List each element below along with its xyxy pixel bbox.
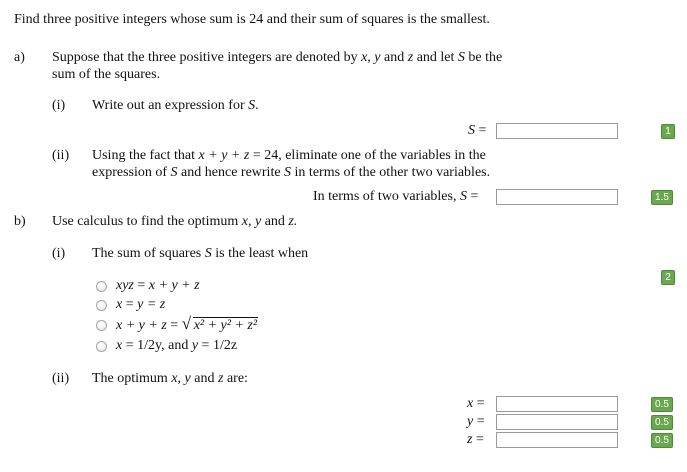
part-a-ii-label: (ii): [52, 148, 70, 163]
x-answer-label: x =: [467, 396, 485, 411]
y-answer-label: y =: [467, 414, 485, 429]
points-badge: 2: [661, 270, 675, 285]
part-a-text-line2: sum of the squares.: [52, 67, 161, 82]
part-b-ii-label: (ii): [52, 371, 70, 386]
option-label-4: x = 1/2y, and y = 1/2z: [116, 338, 238, 353]
s-two-variables-input[interactable]: [496, 189, 618, 205]
part-b-i-question: The sum of squares S is the least when: [92, 246, 309, 261]
part-a-i-answer-label: S =: [468, 123, 487, 138]
square-root: √ x² + y² + z²: [181, 314, 258, 333]
points-badge: 0.5: [651, 433, 673, 448]
part-a-ii-question-line2: expression of S and hence rewrite S in terms of the other two variables.: [92, 165, 491, 180]
part-b-i-label: (i): [52, 246, 66, 261]
part-b-text: Use calculus to find the optimum x, y and z.: [52, 214, 298, 229]
option-radio-1[interactable]: [96, 281, 107, 292]
x-answer-input[interactable]: [496, 396, 618, 412]
part-b-ii-question: The optimum x, y and z are:: [92, 371, 248, 386]
option-radio-2[interactable]: [96, 300, 107, 311]
part-a-ii-question-line1: Using the fact that x + y + z = 24, eliminate one of the variables in the: [92, 148, 486, 163]
part-a-text-line1: Suppose that the three positive integers are denoted by x, y and z and let S be the: [52, 50, 503, 65]
points-badge: 1: [661, 124, 675, 139]
option-label-3: x + y + z = √ x² + y² + z²: [116, 314, 258, 333]
s-expression-input[interactable]: [496, 123, 618, 139]
part-b-label: b): [14, 214, 26, 229]
problem-statement: Find three positive integers whose sum is 24 and their sum of squares is the smallest.: [14, 12, 490, 27]
part-a-i-question: Write out an expression for S.: [92, 98, 259, 113]
part-a-i-label: (i): [52, 98, 66, 113]
points-badge: 0.5: [651, 397, 673, 412]
option-radio-3[interactable]: [96, 320, 107, 331]
option-label-1: xyz = x + y + z: [116, 278, 200, 293]
part-a-ii-answer-label: In terms of two variables, S =: [313, 189, 479, 204]
z-answer-input[interactable]: [496, 432, 618, 448]
z-answer-label: z =: [467, 432, 484, 447]
part-a-label: a): [14, 50, 25, 65]
option-label-2: x = y = z: [116, 297, 166, 312]
option-radio-4[interactable]: [96, 341, 107, 352]
points-badge: 1.5: [651, 190, 673, 205]
y-answer-input[interactable]: [496, 414, 618, 430]
points-badge: 0.5: [651, 415, 673, 430]
